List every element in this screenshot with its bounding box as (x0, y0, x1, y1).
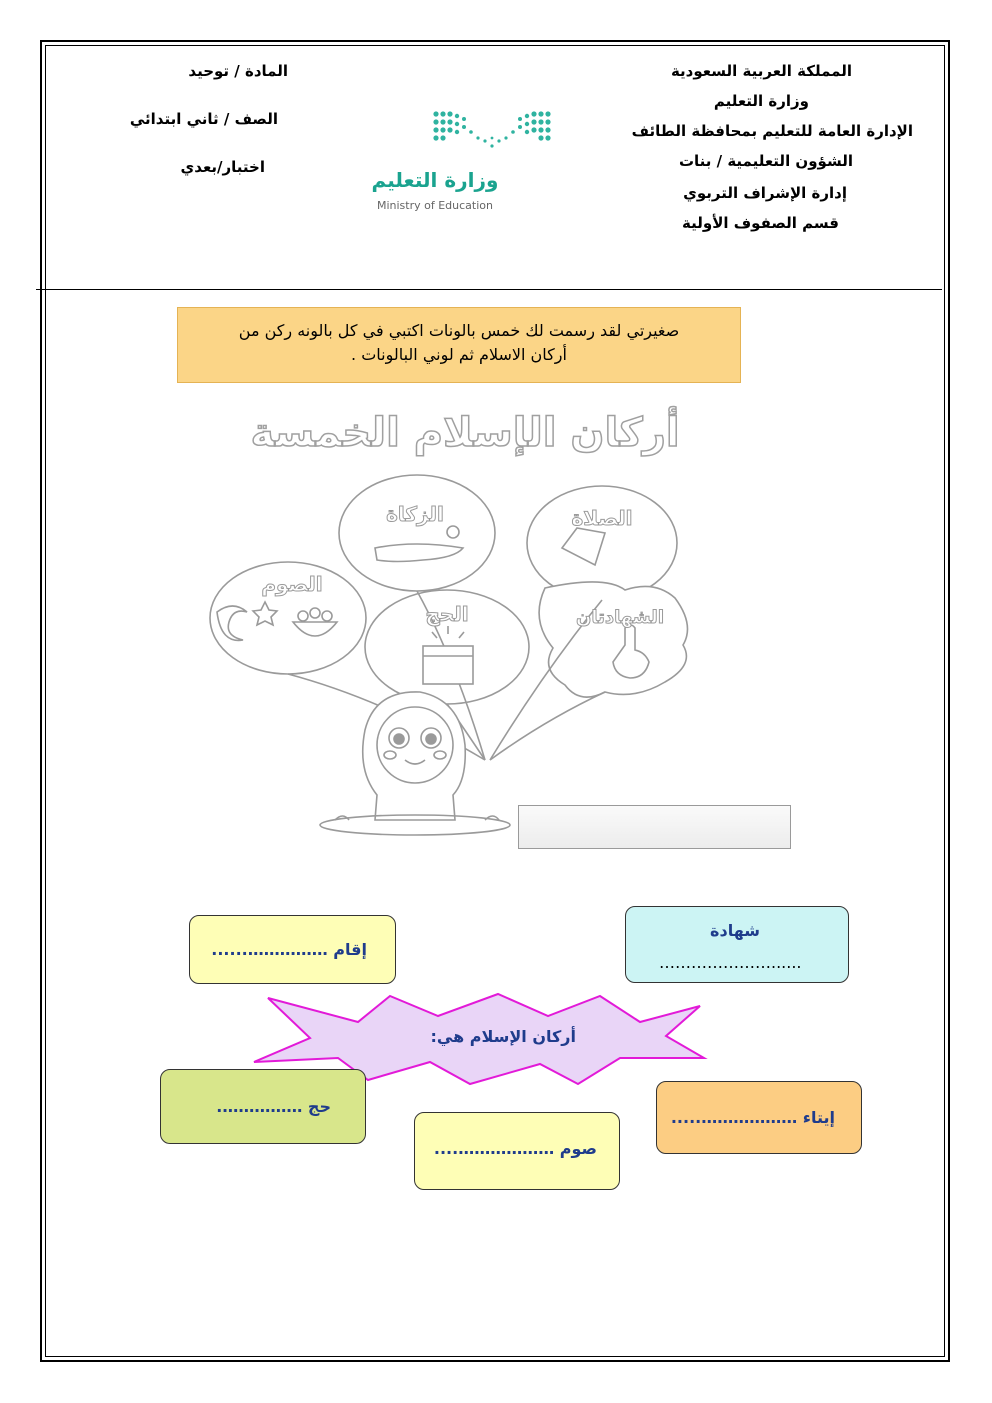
balloon-hajj-label: الحج (425, 602, 469, 626)
iqam-box[interactable] (189, 915, 396, 984)
logo-english-text: Ministry of Education (376, 199, 493, 212)
balloon-zakat (339, 475, 495, 591)
instruction-box (177, 307, 741, 383)
header-separator (36, 289, 942, 290)
instruction-line-2: أركان الاسلام ثم لوني البالونات . (351, 345, 567, 364)
logo-arabic-text: وزارة التعليم (371, 168, 499, 192)
hajj-label: حج ……………. (216, 1097, 331, 1116)
iqam-label: إقام ……………...... (211, 940, 367, 959)
header-affairs: الشؤون التعليمية / بنات (678, 152, 853, 170)
ministry-logo (370, 108, 555, 218)
pillars-illustration (185, 400, 745, 840)
header-ministry: وزارة التعليم (713, 92, 809, 110)
header-directorate: الإدارة العامة للتعليم بمحافظة الطائف (631, 122, 913, 140)
grade-label: الصف / ثاني ابتدائي (129, 110, 278, 128)
subject-label: المادة / توحيد (188, 62, 288, 80)
header-department: قسم الصفوف الأولية (682, 214, 839, 232)
header-country: المملكة العربية السعودية (670, 62, 852, 80)
instruction-line-1: صغيرتي لقد رسمت لك خمس بالونات اكتبي في كل بالونه ركن من (238, 321, 680, 340)
exam-label: اختبار/بعدي (180, 158, 265, 176)
balloon-shahada (539, 582, 687, 697)
illustration-title: أركان الإسلام الخمسة (250, 410, 680, 456)
sawm-box[interactable] (414, 1112, 620, 1190)
name-field[interactable] (518, 805, 791, 849)
girl-face (377, 707, 453, 783)
itaa-label: إيتاء ………………..... (670, 1108, 835, 1127)
balloon-salat-label: الصلاة (571, 506, 633, 530)
balloon-sawm-label: الصوم (261, 572, 323, 596)
balloon-shahada-label: الشهادتان (575, 607, 664, 628)
itaa-box[interactable] (656, 1081, 862, 1154)
shahada-blank: …………………...... (659, 953, 802, 972)
pillars-center-label: أركان الإسلام هي: (430, 1027, 576, 1046)
header-supervision: إدارة الإشراف التربوي (683, 184, 847, 202)
balloon-zakat-label: الزكاة (386, 502, 444, 526)
shahada-label: شهادة (710, 921, 760, 940)
sawm-label: صوم ……………….... (433, 1139, 597, 1158)
shahada-box[interactable] (625, 906, 849, 983)
hajj-box[interactable] (160, 1069, 366, 1144)
logo-dots-icon (432, 108, 552, 152)
